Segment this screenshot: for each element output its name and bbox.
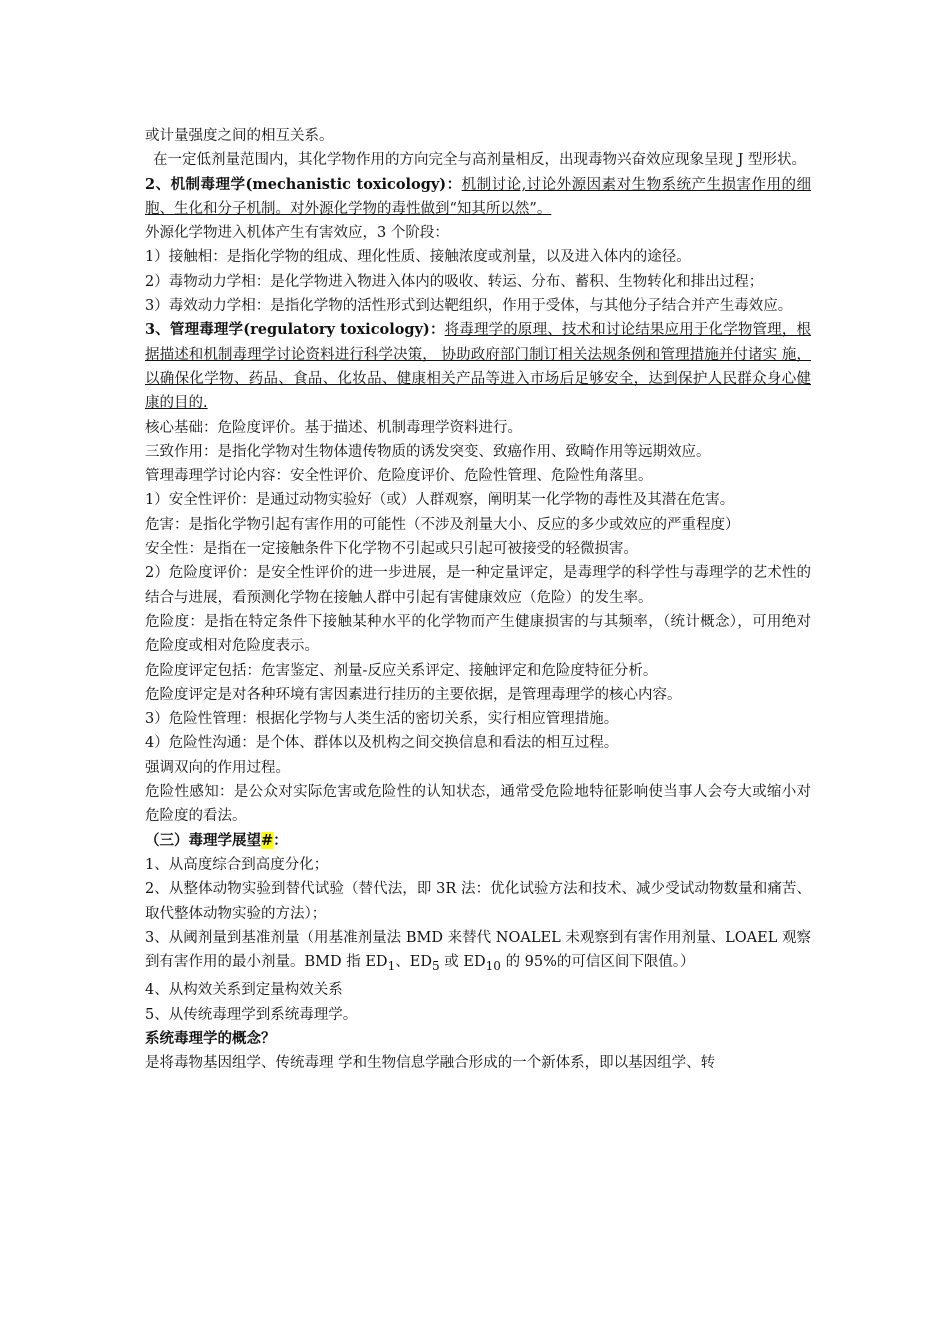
paragraph: 危险性感知：是公众对实际危害或危险性的认知状态，通常受危险地特征影响使当事人会夸大或缩小对危险度的看法。 [145,784,811,825]
paragraph: 外源化学物进入机体产生有害效应，3 个阶段： [145,225,449,242]
highlight-mark: # [261,831,274,849]
section-heading: 2、机制毒理学(mechanistic toxicology)： [145,175,462,193]
paragraph: 4、从构效关系到定量构效关系 [145,982,343,999]
paragraph: 危险度：是指在特定条件下接触某种水平的化学物而产生健康损害的与其频率，（统计概念），可用绝对危险度或相对危险度表示。 [145,613,811,655]
paragraph: 1）安全性评价：是通过动物实验好（或）人群观察，阐明某一化学物的毒性及其潜在危害。 [145,492,735,509]
paragraph: 危害：是指化学物引起有害作用的可能性（不涉及剂量大小、反应的多少或效应的严重程度） [145,516,740,533]
subscript: 5 [431,958,440,973]
paragraph: 2、从整体动物实验到替代试验（替代法，即 3R 法：优化试验方法和技术、减少受试动物数量和痛苦、取代整体动物实验的方法）； [145,881,811,922]
subscript: 10 [485,958,501,973]
section-mechanistic-toxicology [145,173,811,222]
document-page [145,124,811,1075]
paragraph: 1）接触相：是指化学物的组成、理化性质、接触浓度或剂量，以及进入体内的途径。 [145,249,691,266]
section-regulatory-toxicology [145,318,811,415]
text: 的 95%的可信区间下限值。） [500,954,695,971]
paragraph: 在一定低剂量范围内，其化学物作用的方向完全与高剂量相反，出现毒物兴奋效应现象呈现 J 型形状。 [153,152,807,169]
paragraph: 3）毒效动力学相：是指化学物的活性形式到达靶组织，作用于受体，与其他分子结合并产生毒效应。 [145,298,793,315]
text: 、ED [395,954,432,971]
paragraph: 或计量强度之间的相互关系。 [145,128,334,144]
heading-colon: ： [273,831,288,849]
paragraph: 3）危险性管理：根据化学物与人类生活的密切关系，实行相应管理措施。 [145,711,619,728]
paragraph: 5、从传统毒理学到系统毒理学。 [145,1006,358,1023]
paragraph: 1、从高度综合到高度分化； [145,856,329,873]
paragraph: 核心基础：危险度评价。基于描述、机制毒理学资料进行。 [145,419,522,436]
section-heading-outlook [145,829,811,853]
paragraph: 是将毒物基因组学、传统毒理 学和生物信息学融合形成的一个新体系，即以基因组学、转 [145,1055,716,1072]
paragraph: 强调双向的作用过程。 [145,759,290,776]
paragraph-bmd [145,926,811,978]
paragraph: 危险度评定是对各种环境有害因素进行挂历的主要依据，是管理毒理学的核心内容。 [145,686,682,703]
paragraph: 三致作用：是指化学物对生物体遗传物质的诱发突变、致癌作用、致畸作用等远期效应。 [145,443,711,460]
underlined-text: 机制讨论,讨论外源因素对生物系统产生损害作用的细胞、生化和分子机制。对外源化学物的毒性做到“知其所以然”。 [145,176,811,217]
section-heading: 3、管理毒理学(regulatory toxicology)： [145,321,445,339]
paragraph: 安全性：是指在一定接触条件下化学物不引起或只引起可被接受的轻微损害。 [145,541,638,558]
text: 3、从阈剂量到基准剂量（用基准剂量法 BMD 来替代 NOALEL 未观察到有害作用剂量、LOAEL 观察到有害作用的最小剂量。BMD 指 ED [145,929,811,971]
paragraph: 2）毒物动力学相：是化学物进入物进入体内的吸收、转运、分布、蓄积、生物转化和排出过程； [145,273,764,290]
question-heading: 系统毒理学的概念？ [145,1029,276,1047]
paragraph: 4）危险性沟通：是个体、群体以及机构之间交换信息和看法的相互过程。 [145,735,619,752]
subscript: 1 [387,958,396,973]
text: 或 ED [439,954,486,971]
paragraph: 2）危险度评价：是安全性评价的进一步进展，是一种定量评定，是毒理学的科学性与毒理学的艺术性的结合与进展，看预测化学物在接触人群中引起有害健康效应（危险）的发生率。 [145,565,811,606]
heading-text: （三）毒理学展望 [145,831,261,849]
paragraph: 管理毒理学讨论内容：安全性评价、危险度评价、危险性管理、危险性角落里。 [145,468,653,485]
paragraph: 危险度评定包括：危害鉴定、剂量-反应关系评定、接触评定和危险度特征分析。 [145,662,658,679]
underlined-text: 将毒理学的原理、技术和讨论结果应用于化学物管理，根据描述和机制毒理学讨论资料进行科学决策， 协助政府部门制订相关法规条例和管理措施并付诸实 施，以确保化学物、药品、食品、化妆品、健康相关产品等进入市场后足够安全，达到保护人民群众身心健康的目的. [145,322,811,412]
